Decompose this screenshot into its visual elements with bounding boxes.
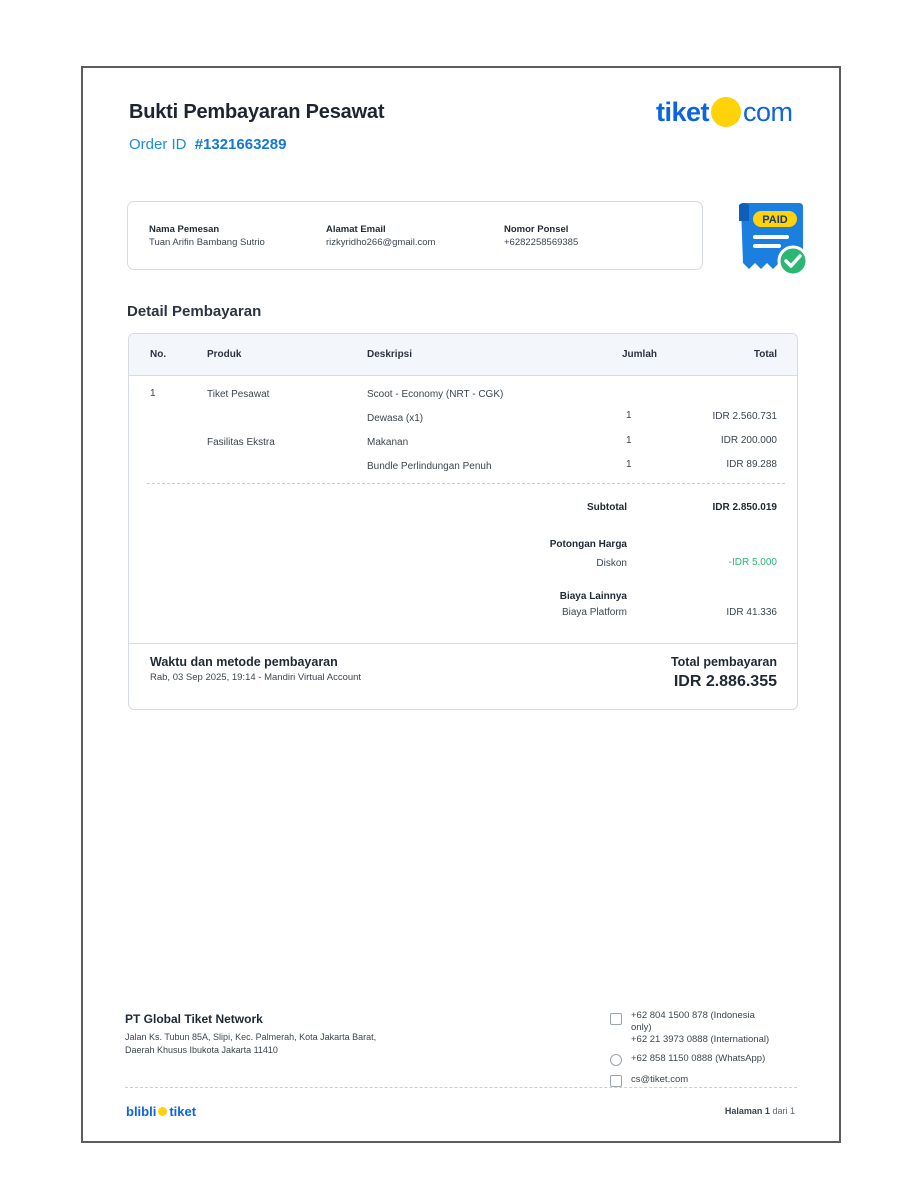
logo-dot-icon [711, 97, 741, 127]
company-name: PT Global Tiket Network [125, 1012, 263, 1026]
customer-name-block [149, 223, 265, 249]
subtotal-label: Subtotal [587, 502, 627, 513]
brand-dot-icon [158, 1107, 167, 1116]
col-total: Total [753, 349, 777, 360]
subtotal-value: IDR 2.850.019 [712, 502, 777, 513]
logo-text-right: com [743, 96, 793, 127]
payment-detail-title: Detail Pembayaran [127, 303, 262, 320]
customer-email: rizkyridho266@gmail.com [326, 237, 436, 248]
row-2-jumlah: 1 [626, 410, 632, 421]
whatsapp-contact: +62 858 1150 0888 (WhatsApp) [631, 1053, 766, 1064]
row-4-deskripsi: Bundle Perlindungan Penuh [367, 461, 492, 472]
col-jumlah: Jumlah [622, 349, 658, 360]
customer-info-box [127, 201, 703, 270]
logo-text-left: tiket [656, 96, 710, 127]
order-id-value: #1321663289 [194, 136, 287, 153]
col-no: No. [150, 349, 167, 360]
order-id-label: Order ID [129, 136, 187, 153]
table-divider [147, 483, 785, 484]
row-2-deskripsi: Dewasa (x1) [367, 413, 424, 424]
customer-phone: +6282258569385 [504, 237, 579, 248]
customer-name-label: Nama Pemesan [149, 224, 220, 235]
receipt-page [81, 66, 841, 1143]
page-total: 1 [789, 1106, 795, 1116]
row-4-total: IDR 89.288 [726, 459, 777, 470]
brand-left: blibli [126, 1104, 157, 1119]
paid-receipt-icon [735, 201, 811, 281]
row-1-deskripsi: Scoot - Economy (NRT - CGK) [367, 389, 504, 400]
customer-phone-block [504, 223, 578, 249]
whatsapp-icon [610, 1054, 622, 1066]
tiket-logo [656, 94, 806, 130]
phone-icon [610, 1013, 622, 1025]
address-line-1: Jalan Ks. Tubun 85A, Slipi, Kec. Palmerah, Kota Jakarta Barat, [125, 1032, 377, 1042]
customer-email-block [326, 223, 435, 249]
phone-contact [631, 1010, 801, 1046]
email-icon [610, 1075, 622, 1087]
col-produk: Produk [207, 349, 242, 360]
row-1-no: 1 [150, 388, 156, 399]
row-1-produk: Tiket Pesawat [207, 389, 270, 400]
customer-name: Tuan Arifin Bambang Sutrio [149, 237, 265, 248]
paid-badge-text: PAID [762, 214, 788, 226]
platform-fee-label: Biaya Platform [561, 607, 627, 618]
row-3-deskripsi: Makanan [367, 437, 409, 448]
order-id [129, 136, 286, 153]
row-3-total: IDR 200.000 [720, 435, 777, 446]
page-sep: dari [772, 1106, 788, 1116]
customer-phone-label: Nomor Ponsel [504, 224, 569, 235]
customer-email-label: Alamat Email [326, 224, 386, 235]
time-method-value: Rab, 03 Sep 2025, 19:14 - Mandiri Virtual Account [150, 672, 362, 683]
email-contact: cs@tiket.com [631, 1074, 689, 1085]
discount-header: Potongan Harga [549, 539, 627, 550]
address-line-2: Daerah Khusus Ibukota Jakarta 11410 [125, 1045, 278, 1055]
platform-fee-value: IDR 41.336 [726, 607, 777, 618]
row-3-produk: Fasilitas Ekstra [207, 437, 275, 448]
time-method-label: Waktu dan metode pembayaran [150, 655, 338, 669]
total-payment-value: IDR 2.886.355 [673, 673, 777, 690]
row-3-jumlah: 1 [626, 435, 632, 446]
phone-1-line-a: +62 804 1500 878 (Indonesia [631, 1010, 755, 1021]
company-address [125, 1031, 425, 1057]
page-label: Halaman [724, 1106, 763, 1116]
blibli-tiket-logo [126, 1104, 196, 1119]
row-4-jumlah: 1 [626, 459, 632, 470]
page-title: Bukti Pembayaran Pesawat [129, 101, 385, 123]
col-deskripsi: Deskripsi [367, 349, 413, 360]
other-fees-header: Biaya Lainnya [559, 591, 627, 602]
table-header [129, 334, 797, 376]
footer-divider [125, 1087, 797, 1088]
row-2-total: IDR 2.560.731 [712, 411, 777, 422]
page-number [725, 1106, 795, 1116]
total-payment-label: Total pembayaran [670, 655, 777, 669]
brand-right: tiket [169, 1104, 197, 1119]
phone-1-line-b: only) [631, 1022, 652, 1033]
page-current: 1 [764, 1106, 770, 1116]
discount-label: Diskon [596, 558, 627, 569]
payment-table [128, 333, 798, 710]
phone-2: +62 21 3973 0888 (International) [631, 1034, 770, 1045]
discount-value: -IDR 5.000 [728, 557, 777, 568]
payment-summary-footer [129, 643, 797, 710]
